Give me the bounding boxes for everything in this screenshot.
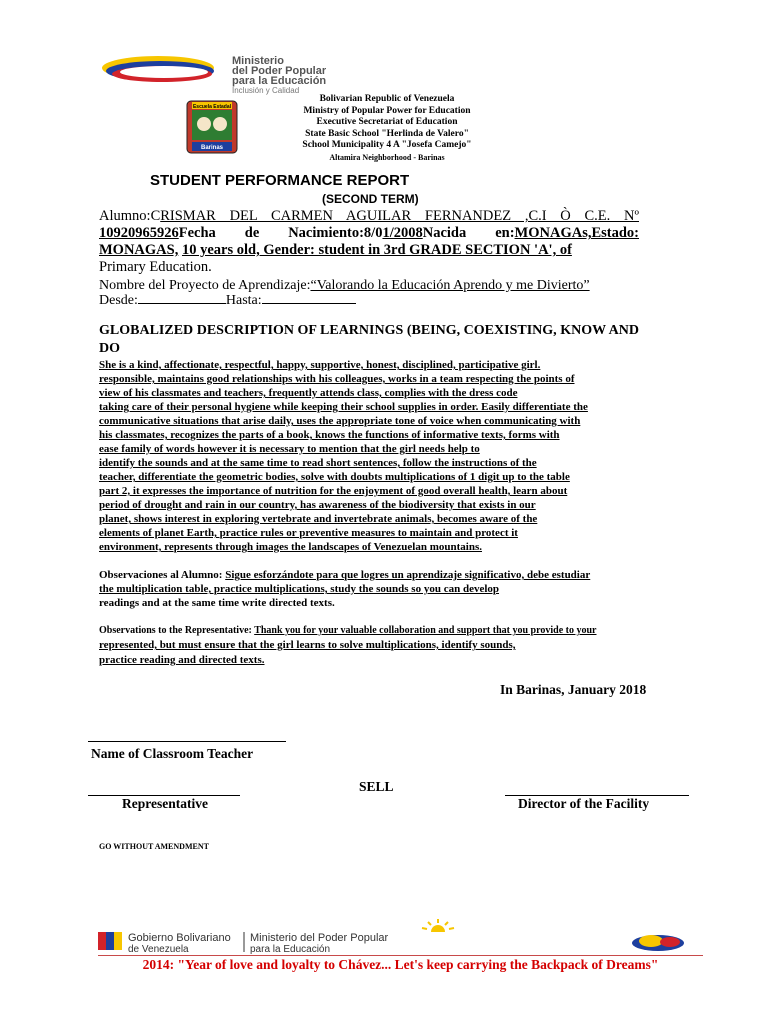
school-emblem-text: Escuela Estadal [192, 104, 232, 110]
header-line: Bolivarian Republic of Venezuela [319, 94, 455, 104]
gov-line2: de Venezuela [128, 944, 189, 954]
rep-obs-line: represented, but must ensure that the girl learns to solve multiplications, identify sounds, [99, 639, 516, 651]
birth-label: Fecha de Nacimiento:8/0 [178, 225, 383, 241]
institution-header [262, 94, 512, 163]
state-value: MONAGAS, [99, 242, 179, 258]
header-line: State Basic School "Herlinda de Valero" [305, 128, 469, 139]
learning-line: communicative situations that arise daily, uses the appropriate tone of voice when communicating with [99, 415, 581, 427]
from-label: Desde: [99, 293, 138, 308]
alumno-label: Alumno: [99, 208, 151, 224]
learning-description [99, 358, 679, 554]
to-blank [262, 303, 356, 304]
student-obs-line: the multiplication table, practice multiplications, study the sounds so you can develop [99, 583, 500, 595]
min-line2: para la Educación [250, 944, 331, 954]
ministry-logo-line2: del Poder Popular [232, 65, 327, 77]
rep-obs-label: Observations to the Representative: [99, 625, 252, 636]
rep-obs-line: practice reading and directed texts. [99, 654, 265, 666]
seal-label: SELL [359, 779, 394, 794]
learning-line: part 2, it expresses the importance of nutrition for the enjoyment of good overall health, learn about [99, 485, 568, 497]
to-label: Hasta: [225, 293, 262, 308]
amendment-note: GO WITHOUT AMENDMENT [99, 842, 209, 851]
age-grade-text: 10 years old, Gender: student in 3rd GRADE SECTION 'A', of [181, 242, 572, 258]
learning-line: view of his classmates and teachers, frequently attends class, complies with the dress code [99, 387, 518, 399]
learning-line: ease family of words however it is necessary to mention that the girl needs help to [99, 443, 480, 455]
education-level: Primary Education. [99, 259, 212, 275]
ministry-logo [98, 50, 443, 96]
learning-line: teacher, differentiate the geometric bodies, solve with doubts multiplications of 1 digit up to the table [99, 471, 570, 483]
report-title: STUDENT PERFORMANCE REPORT [150, 172, 410, 189]
rep-obs-line: Thank you for your valuable collaboration and support that you provide to your [254, 625, 597, 636]
student-id: 10920965926 [99, 225, 179, 241]
school-emblem [186, 100, 238, 154]
gov-line1: Gobierno Bolivariano [128, 932, 231, 944]
learning-line: his classmates, recognizes the parts of a book, knows the functions of informative texts, forms with [99, 429, 560, 441]
representative-label: Representative [122, 796, 208, 811]
from-blank [138, 303, 226, 304]
learning-line: period of drought and rain in our country, has awareness of the biodiversity that exists in our [99, 499, 536, 511]
learning-line: taking care of their personal hygiene while keeping their school supplies in order. Easily differentiate the [99, 401, 588, 413]
learning-line: elements of planet Earth, practice rules or preventive measures to maintain and protect it [99, 527, 518, 539]
learning-line: She is a kind, affectionate, respectful, happy, supportive, honest, disciplined, participative girl. [99, 359, 541, 371]
government-footer [98, 928, 703, 954]
teacher-signature-line [88, 741, 286, 742]
learning-line: planet, shows interest in exploring vertebrate and invertebrate animals, becomes aware of the [99, 513, 538, 525]
header-line: Altamira Neighborhood - Barinas [329, 152, 445, 162]
student-observations [99, 568, 677, 610]
header-line: Executive Secretariat of Education [316, 117, 458, 127]
header-line: Ministry of Popular Power for Education [303, 105, 471, 116]
student-name-initial: C [150, 208, 161, 224]
dates-line [99, 293, 356, 309]
ministry-logo-line3: para la Educación [232, 75, 327, 87]
project-label: Nombre del Proyecto de Aprendizaje: [99, 278, 311, 293]
project-line [99, 278, 590, 294]
globalized-heading: GLOBALIZED DESCRIPTION OF LEARNINGS (BEING, COEXISTING, KNOW AND DO [99, 323, 639, 356]
header-line: School Municipality 4 A "Josefa Camejo" [302, 140, 472, 150]
student-obs-line: Sigue esforzándote para que logres un aprendizaje significativo, debe estudiar [225, 569, 591, 581]
student-obs-label: Observaciones al Alumno: [99, 569, 223, 581]
ministry-logo-line4: Inclusión y Calidad [232, 86, 300, 95]
min-line1: Ministerio del Poder Popular [250, 932, 389, 944]
representative-observations [99, 624, 677, 668]
school-emblem-bottom: Barinas [200, 145, 224, 151]
birth-date-rest: 1/2008 [382, 225, 423, 241]
born-in-label: Nacida en: [422, 225, 515, 241]
report-subtitle: (SECOND TERM) [322, 192, 419, 206]
learning-line: environment, represents through images the landscapes of Venezuelan mountains. [99, 541, 482, 553]
learning-line: identify the sounds and at the same time to read short sentences, follow the instructions of the [99, 457, 537, 469]
student-info [99, 208, 639, 276]
teacher-label: Name of Classroom Teacher [91, 746, 254, 761]
ministry-logo-line1: Ministerio [232, 55, 284, 67]
director-label: Director of the Facility [518, 796, 650, 811]
student-obs-line: readings and at the same time write directed texts. [99, 597, 335, 609]
born-place: MONAGAs,Estado: [514, 225, 639, 241]
project-value: “Valorando la Educación Aprendo y me Divierto” [310, 278, 590, 293]
place-date: In Barinas, January 2018 [500, 682, 647, 697]
student-name: RISMAR DEL CARMEN AGUILAR FERNANDEZ ,C.I Ò C.E. Nº [160, 208, 639, 224]
learning-line: responsible, maintains good relationships with his colleagues, works in a team respecting the points of [99, 373, 575, 385]
motto: 2014: "Year of love and loyalty to Chávez... Let's keep carrying the Backpack of Dreams" [98, 955, 703, 973]
